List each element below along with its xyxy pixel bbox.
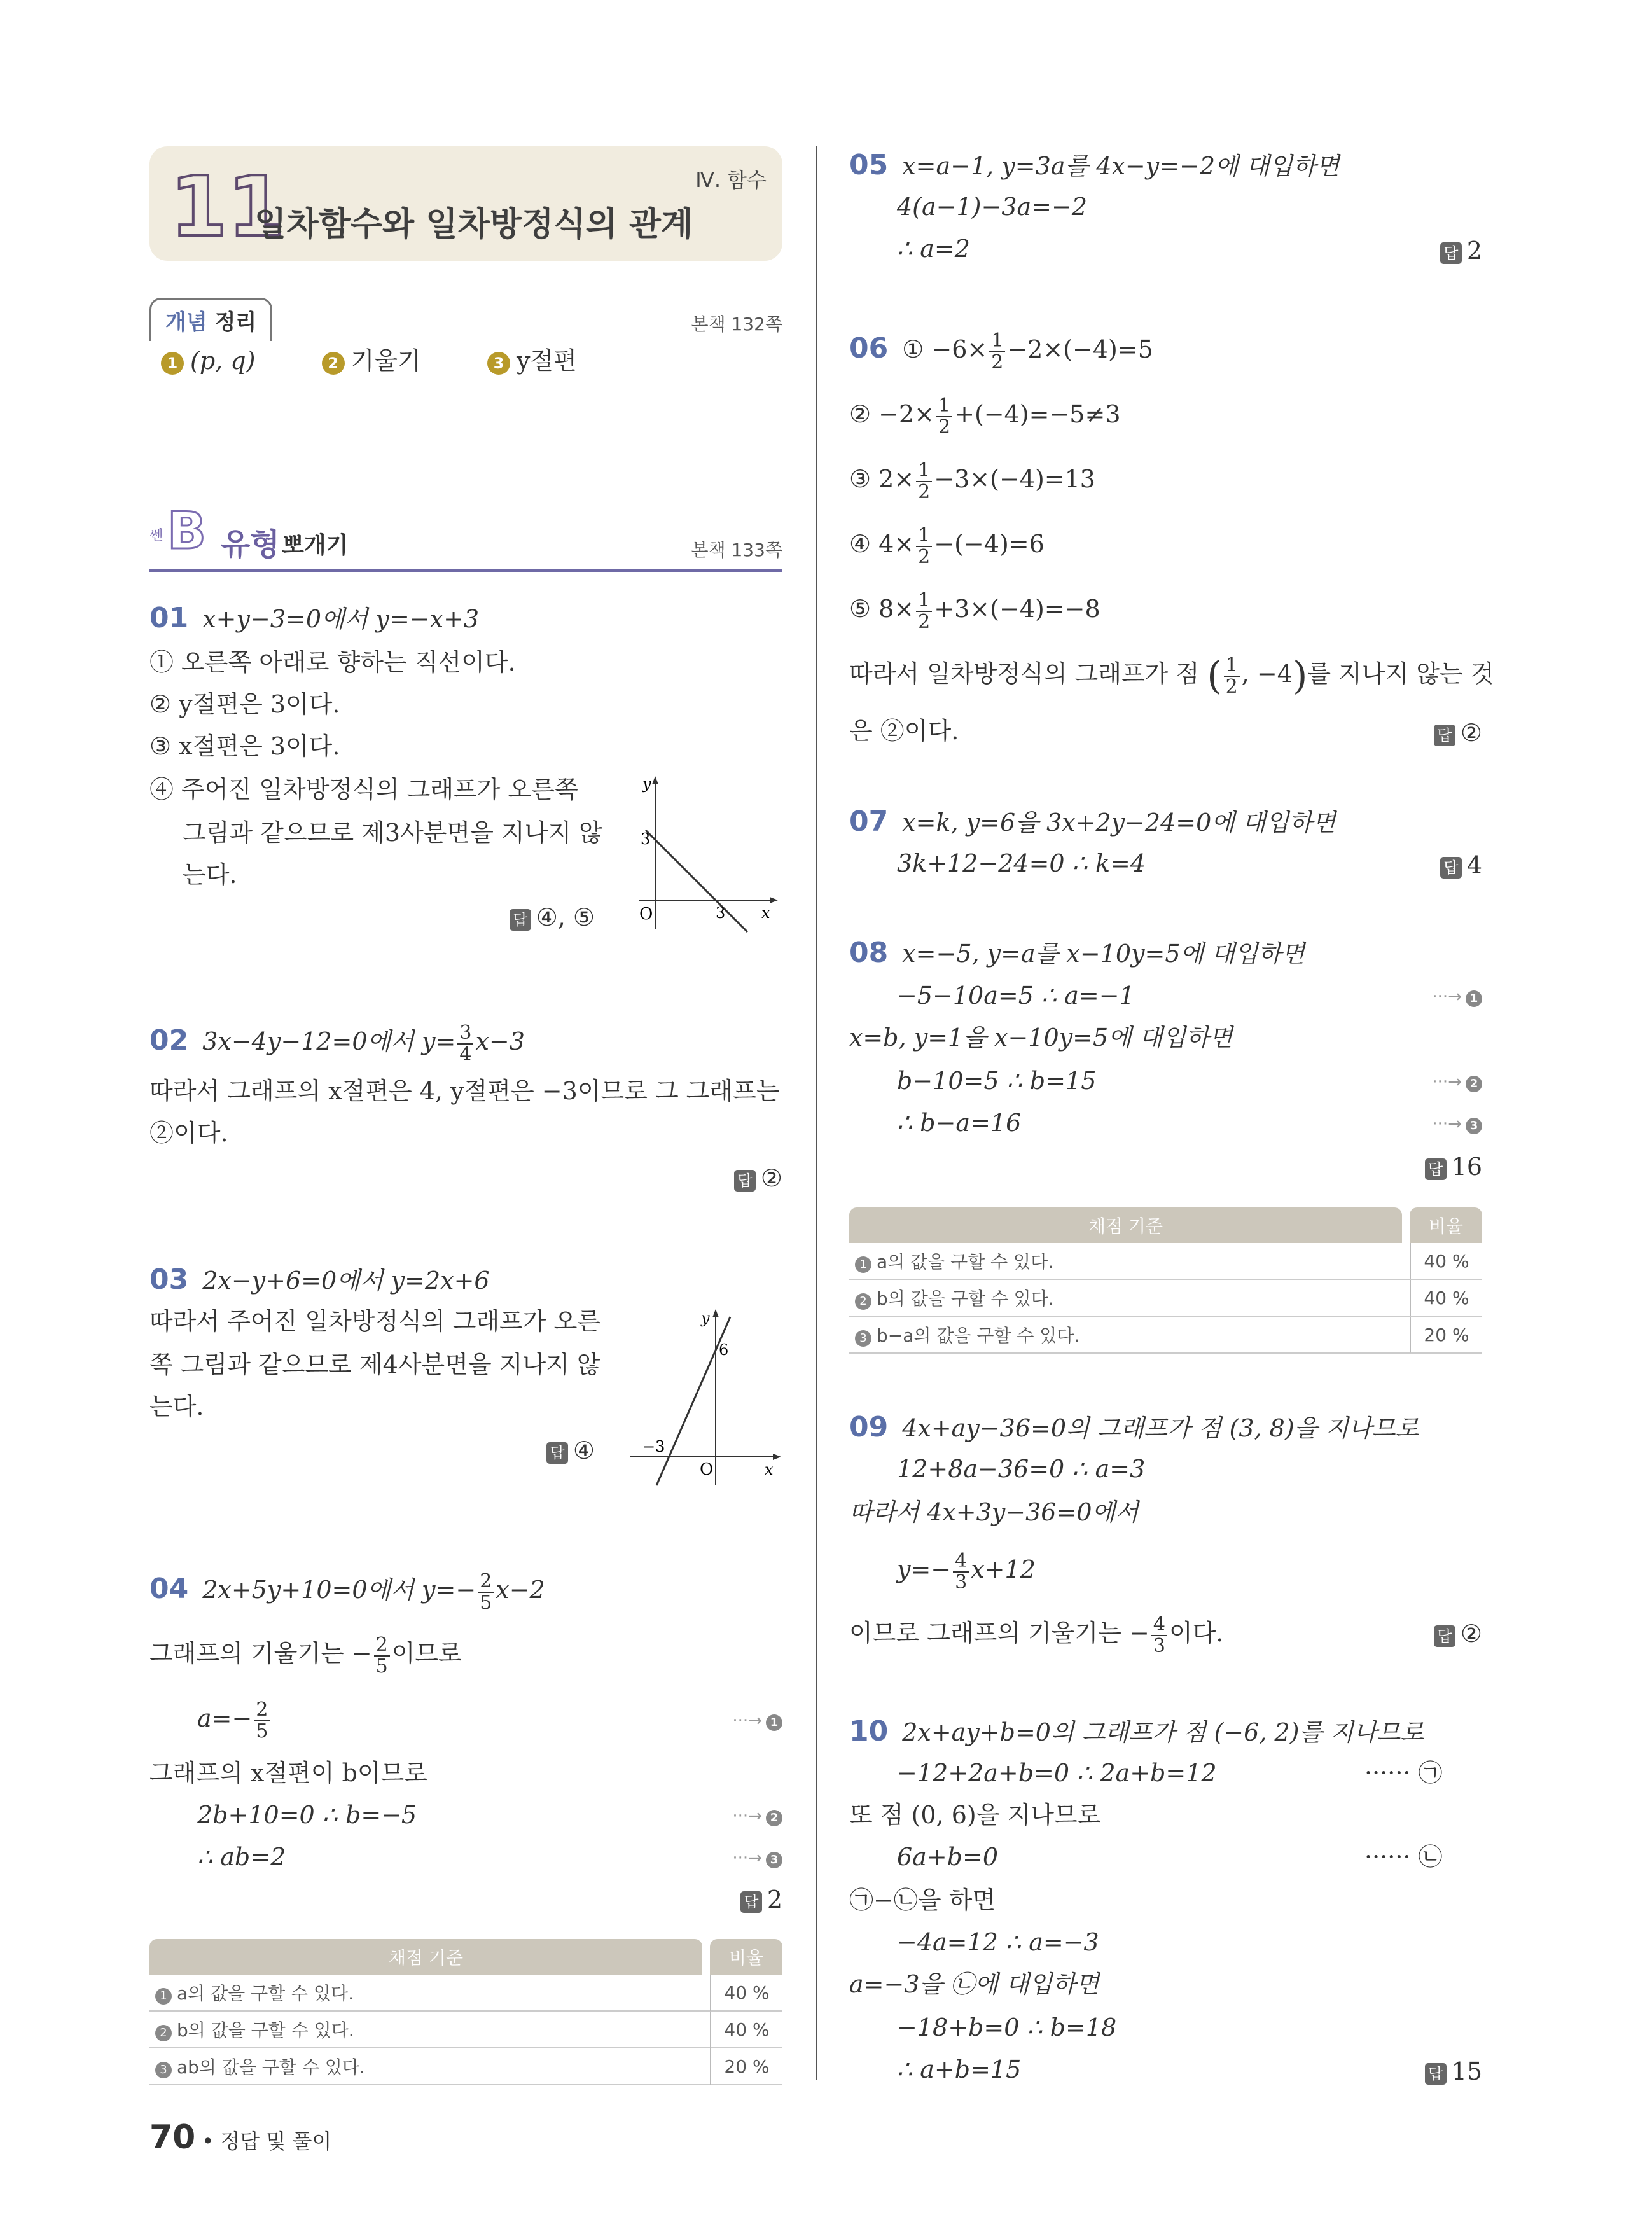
- concept-label: 개념 정리: [149, 298, 272, 341]
- page-footer: [149, 2118, 331, 2157]
- answer-09: 답 ②: [1434, 1620, 1482, 1648]
- section-header: 쎈 B 유형 뽀개기 본책 133쪽: [149, 506, 782, 572]
- step-marker-1: ···→ 1: [1432, 987, 1482, 1007]
- answer-04: 답 2: [740, 1886, 782, 1914]
- x-intercept-label: −3: [642, 1438, 665, 1456]
- x-label: x: [765, 1461, 774, 1478]
- unit-number: 11: [170, 158, 285, 255]
- answer-07: 답 4: [1440, 851, 1482, 879]
- column-divider: [816, 146, 817, 2080]
- table-row: 3 b−a의 값을 구할 수 있다. 20 %: [849, 1317, 1482, 1354]
- step-marker-3: ···→ 3: [732, 1849, 782, 1868]
- page-number: 70: [149, 2118, 196, 2157]
- concept-ref: 본책 132쪽: [691, 314, 782, 335]
- y-label: y: [701, 1309, 710, 1327]
- step-marker-2: ···→ 2: [732, 1807, 782, 1826]
- table-row: 2 b의 값을 구할 수 있다. 40 %: [849, 1280, 1482, 1317]
- step-marker-1: ···→ 1: [732, 1711, 782, 1731]
- graph-01: [620, 773, 779, 935]
- section-ref: 본책 133쪽: [691, 539, 782, 560]
- answer-05: 답 2: [1440, 237, 1482, 265]
- unit-title-box: [149, 146, 782, 261]
- answer-10: 답 15: [1425, 2057, 1482, 2085]
- answer-03: 답 ④: [546, 1436, 595, 1464]
- answer-01: 답 ④, ⑤: [510, 903, 595, 931]
- answer-06: 답 ②: [1434, 719, 1482, 747]
- answer-02: 답 ②: [734, 1164, 782, 1192]
- y-intercept-label: 3: [641, 830, 651, 848]
- table-row: 2 b의 값을 구할 수 있다. 40 %: [149, 2012, 782, 2048]
- table-row: 3 ab의 값을 구할 수 있다. 20 %: [149, 2048, 782, 2085]
- scoring-table-08: 채점 기준 비율 1 a의 값을 구할 수 있다. 40 % 2 b의 값을 구할 수 있다. 40 % 3 b−a의 값을 구할 수 있다. 20 %: [849, 1207, 1482, 1354]
- origin-label: O: [639, 905, 653, 924]
- scoring-table-04: 채점 기준 비율 1 a의 값을 구할 수 있다. 40 % 2 b의 값을 구할 수 있다. 40 % 3 ab의 값을 구할 수 있다. 20 %: [149, 1939, 782, 2085]
- x-intercept-label: 3: [716, 904, 726, 922]
- y-label: y: [642, 775, 651, 793]
- section-letter: B: [167, 501, 206, 560]
- step-marker-2: ···→ 2: [1432, 1073, 1482, 1092]
- x-label: x: [761, 904, 770, 922]
- table-row: 1 a의 값을 구할 수 있다. 40 %: [149, 1975, 782, 2012]
- concept-items: 1 (p, q) 2 기울기 3 y절편: [161, 349, 577, 375]
- unit-title: 일차함수와 일차방정식의 관계: [254, 205, 693, 244]
- step-marker-3: ···→ 3: [1432, 1115, 1482, 1134]
- answer-08: 답 16: [1425, 1153, 1482, 1181]
- table-row: 1 a의 값을 구할 수 있다. 40 %: [849, 1243, 1482, 1280]
- graph-line: [646, 830, 747, 932]
- footer-label: • 정답 및 풀이: [202, 2129, 332, 2153]
- chapter-label: Ⅳ. 함수: [695, 168, 767, 192]
- graph-03: [630, 1304, 782, 1489]
- y-intercept-label: 6: [719, 1341, 729, 1359]
- origin-label: O: [700, 1460, 714, 1479]
